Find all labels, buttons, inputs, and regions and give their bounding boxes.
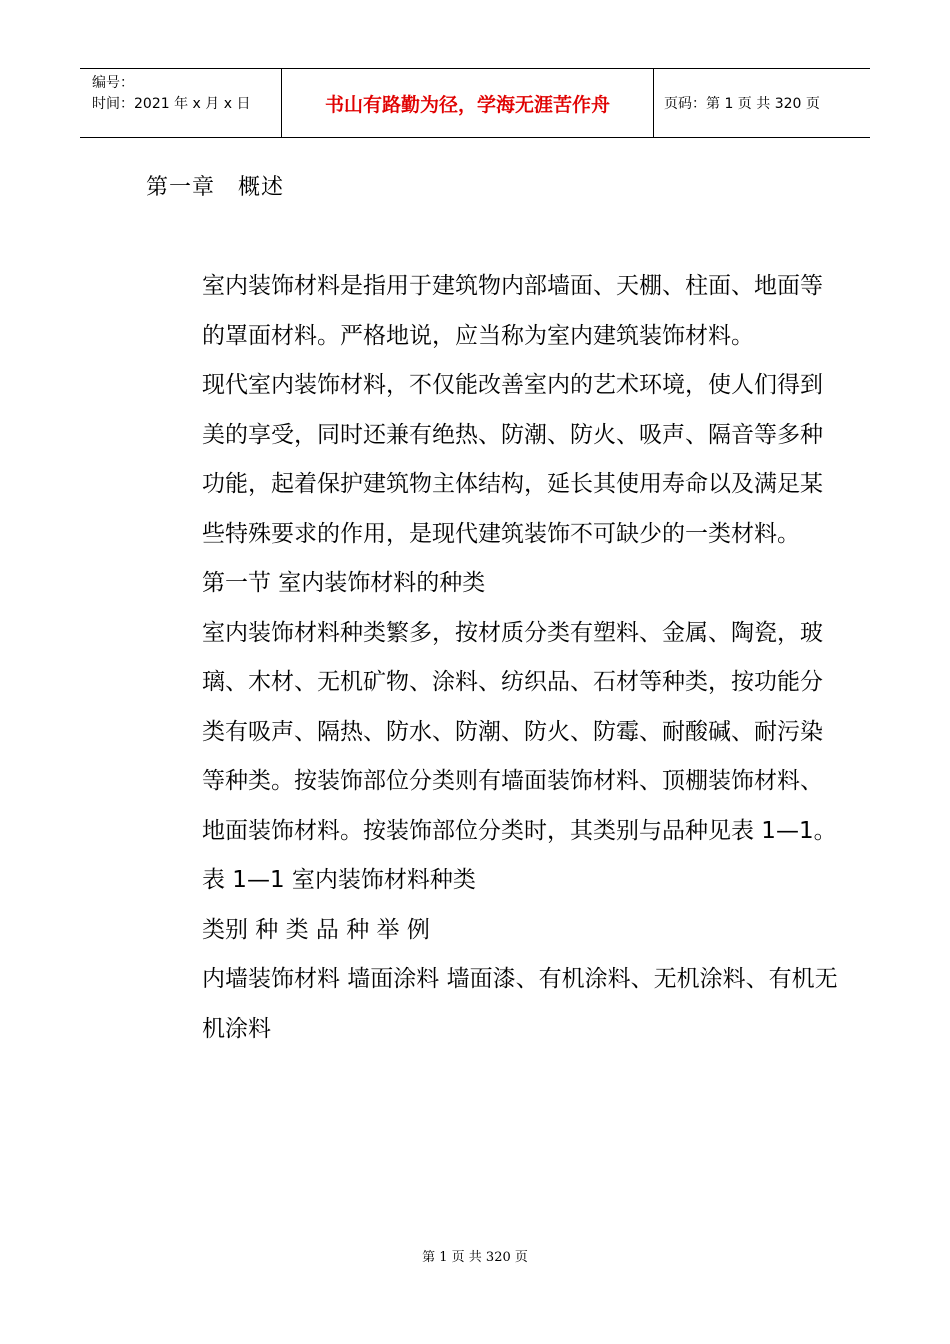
header-info-cell — [80, 69, 282, 137]
chapter-title: 第一章 概述 — [146, 175, 285, 200]
table-header-row: 类别 种 类 品 种 举 例 — [202, 916, 430, 943]
paragraph-intro: 室内装饰材料是指用于建筑物内部墙面、天棚、柱面、地面等的罩面材料。严格地说，应当称为室内建筑装饰材料。 — [202, 273, 823, 349]
table-row: 内墙装饰材料 墙面涂料 墙面漆、有机涂料、无机涂料、有机无机涂料 — [202, 966, 838, 1042]
paragraph-types: 室内装饰材料种类繁多，按材质分类有塑料、金属、陶瓷，玻璃、木材、无机矿物、涂料、纺织品、石材等种类，按功能分类有吸声、隔热、防水、防潮、防火、防霉、耐酸碱、耐污染等种类。按装饰部位分类则有墙面装饰材料、顶棚装饰材料、地面装饰材料。按装饰部位分类时，其类别与品种见表 1—1。 — [202, 619, 837, 844]
header-page-info: 页码：第 1 页 共 320 页 — [664, 96, 820, 112]
paragraph-modern-materials: 现代室内装饰材料，不仅能改善室内的艺术环境，使人们得到美的享受，同时还兼有绝热、防潮、防火、吸声、隔音等多种功能，起着保护建筑物主体结构，延长其使用寿命以及满足某些特殊要求的作用，是现代建筑装饰不可缺少的一类材料。 — [202, 372, 823, 547]
header-motto: 书山有路勤为径，学海无涯苦作舟 — [282, 69, 654, 137]
section-title: 第一节 室内装饰材料的种类 — [202, 570, 486, 596]
number-label: 编号： — [92, 75, 134, 91]
document-body — [202, 262, 842, 1054]
time-label: 时间：2021 年 x 月 x 日 — [92, 96, 251, 112]
page-footer: 第 1 页 共 320 页 — [422, 1250, 528, 1265]
table-title: 表 1—1 室内装饰材料种类 — [202, 867, 476, 893]
header-table — [80, 68, 870, 138]
